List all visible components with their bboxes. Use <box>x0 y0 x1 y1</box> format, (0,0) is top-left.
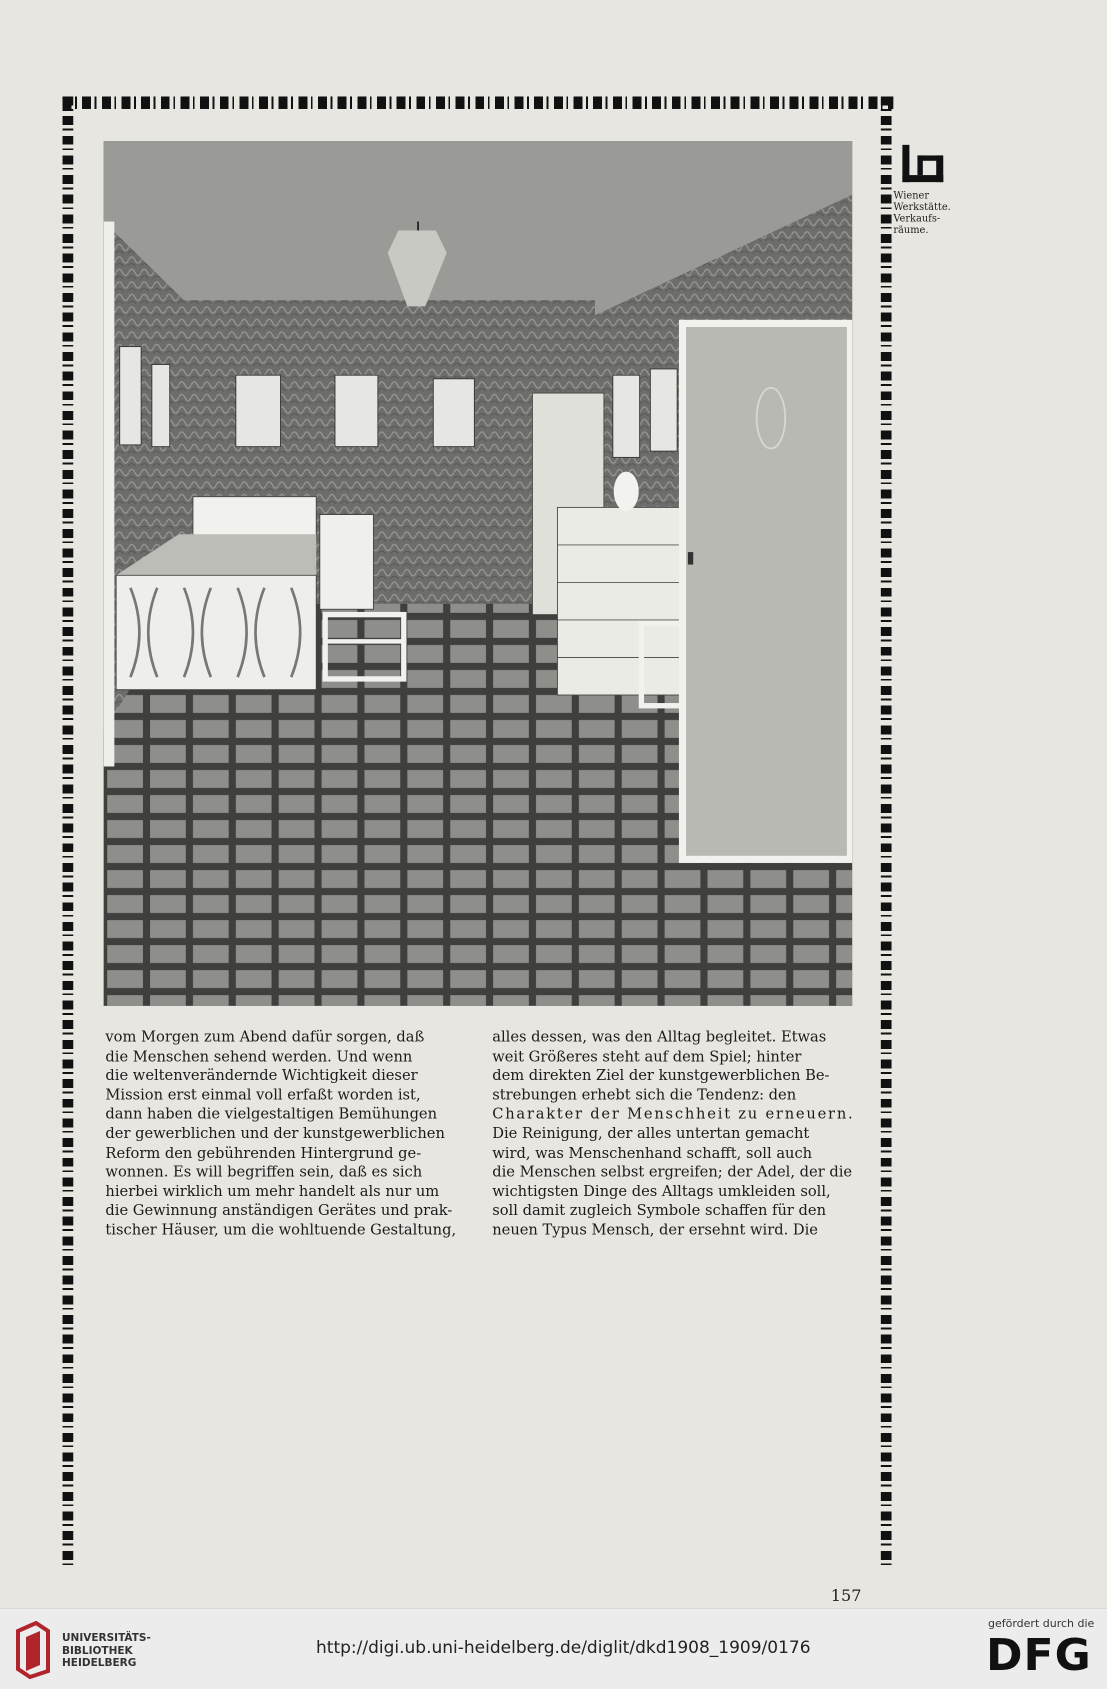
text-line: Reform den gebührenden Hintergrund ge- <box>105 1143 422 1161</box>
text-column-right <box>492 1027 862 1239</box>
dfg-logo: DFG <box>986 1630 1092 1681</box>
text-line: alles dessen, was den Alltag begleitet. Etwas <box>492 1028 827 1046</box>
digitization-footer <box>0 1608 1107 1689</box>
text-line: die Menschen selbst ergreifen; der Adel, der die <box>492 1163 853 1181</box>
interior-photograph <box>104 141 853 1006</box>
text-line: vom Morgen zum Abend dafür sorgen, daß <box>105 1028 425 1046</box>
text-line: wonnen. Es will begriffen sein, daß es sich <box>105 1163 423 1181</box>
text-line: Mission erst einmal voll erfaßt worden ist, <box>105 1086 421 1104</box>
text-line: neuen Typus Mensch, der ersehnt wird. Die <box>492 1221 818 1239</box>
text-line: wird, was Menschenhand schafft, soll auch <box>492 1143 813 1161</box>
text-line: Charakter der Menschheit zu erneuern. <box>492 1105 855 1123</box>
text-line: hierbei wirklich um mehr handelt als nur um <box>105 1182 440 1200</box>
bedroom-photo-illustration <box>104 141 853 1006</box>
text-line: die Gewinnung anständigen Gerätes und prak- <box>105 1201 453 1219</box>
text-line: die weltenverändernde Wichtigkeit dieser <box>105 1066 418 1084</box>
university-library-logo-icon <box>14 1621 52 1679</box>
library-name-line: HEIDELBERG <box>62 1657 137 1669</box>
ornamental-border-right <box>881 96 892 1570</box>
funding-label: gefördert durch die <box>988 1617 1095 1630</box>
text-line: dann haben die vielgestaltigen Bemühungen <box>105 1105 438 1123</box>
text-line: der gewerblichen und der kunstgewerblichen <box>105 1124 445 1142</box>
text-line: Die Reinigung, der alles untertan gemacht <box>492 1124 810 1142</box>
page-number: 157 <box>830 1586 862 1606</box>
text-column-left <box>105 1027 475 1239</box>
library-name-line: BIBLIOTHEK <box>62 1644 133 1657</box>
side-caption-line: Wiener <box>893 189 930 201</box>
side-caption-line: räume. <box>893 224 929 236</box>
side-caption-line: Werkstätte. <box>893 201 951 213</box>
permalink-url[interactable]: http://digi.ub.uni-heidelberg.de/diglit/dkd1908_1909/0176 <box>316 1638 811 1658</box>
wiener-werkstaette-logo <box>902 145 943 183</box>
side-caption-line: Verkaufs- <box>893 212 941 225</box>
text-line: weit Größeres steht auf dem Spiel; hinter <box>492 1047 802 1065</box>
text-line: soll damit zugleich Symbole schaffen für den <box>492 1201 826 1219</box>
text-line: die Menschen sehend werden. Und wenn <box>105 1047 413 1065</box>
ornamental-border-top <box>63 96 894 109</box>
side-caption <box>893 189 973 235</box>
text-line: strebungen erhebt sich die Tendenz: den <box>492 1086 797 1104</box>
ornamental-border-left <box>63 96 74 1570</box>
text-line: tischer Häuser, um die wohltuende Gestaltung, <box>105 1221 457 1239</box>
library-name-line: UNIVERSITÄTS- <box>62 1632 151 1644</box>
library-name <box>62 1632 151 1670</box>
text-line: dem direkten Ziel der kunstgewerblichen Be- <box>492 1066 830 1084</box>
text-line: wichtigsten Dinge des Alltags umkleiden soll, <box>492 1182 831 1200</box>
